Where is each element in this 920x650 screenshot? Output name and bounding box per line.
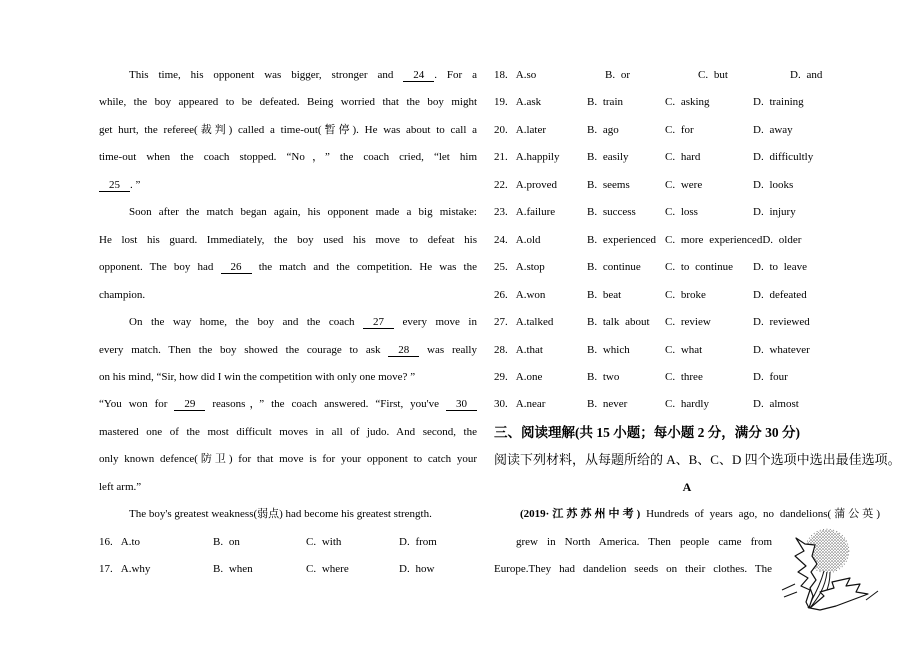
option-d: D. training [753, 96, 804, 109]
question-number: 18. [494, 69, 508, 81]
question-row-24 [494, 227, 880, 254]
option-d: D. away [753, 123, 793, 136]
bold-source-tag: (2019·江苏苏州中考) [520, 508, 641, 521]
question-row-18 [494, 62, 880, 89]
question-row-26 [494, 282, 880, 309]
cloze-blank: 29 [174, 398, 205, 411]
option-a: A.ask [515, 96, 542, 109]
option-c: C. loss [665, 206, 698, 219]
option-cell [494, 364, 587, 391]
option-c: C. what [665, 343, 703, 356]
option-cell [494, 89, 587, 116]
option-c: C. to continue [665, 261, 734, 274]
option-a: A.one [515, 370, 543, 383]
option-b: B. never [587, 398, 628, 411]
question-row-16 [99, 529, 477, 556]
option-cell [494, 117, 587, 144]
passage-line: only known defence(防卫) for that move is for your opponent to catch your [99, 453, 477, 466]
cloze-blank: 27 [363, 316, 394, 329]
option-c: C. review [665, 316, 711, 329]
question-number: 26. [494, 288, 508, 301]
option-d: D. four [753, 370, 788, 383]
option-d: D. defeated [753, 288, 807, 301]
option-b: B. seems [587, 178, 630, 191]
option-d: D. from [399, 535, 437, 548]
question-number: 23. [494, 206, 508, 219]
option-cell [494, 199, 587, 226]
option-d: D. and [790, 69, 823, 81]
right-column [494, 62, 901, 584]
cloze-blank: 25 [99, 179, 130, 192]
option-cell [494, 172, 587, 199]
option-d: D. looks [753, 178, 794, 191]
question-number: 20. [494, 123, 508, 136]
question-row-25 [494, 254, 880, 281]
passage-line: while, the boy appeared to be defeated. Being worried that the boy might [99, 96, 477, 109]
option-cell [494, 391, 587, 418]
option-b: B. easily [587, 151, 629, 164]
passage-line: On the way home, the boy and the coach 27 every move in [129, 316, 477, 329]
option-a: A.old [515, 233, 541, 246]
passage-line: time-out when the coach stopped. “No，” the coach cried, “let him [99, 151, 477, 164]
question-row-21 [494, 144, 880, 171]
option-a: A.why [120, 563, 151, 576]
question-row-19 [494, 89, 880, 116]
option-b: B. beat [587, 288, 622, 301]
option-a: A.failure [515, 206, 556, 219]
option-a: A.so [515, 69, 537, 81]
passage-line: mastered one of the most difficult moves in all of judo. And second, the [99, 425, 477, 438]
question-number: 17. [99, 563, 113, 576]
passage-line: champion. [99, 288, 146, 301]
option-cell [494, 337, 587, 364]
question-row-17 [99, 556, 477, 583]
option-d: D. older [762, 233, 802, 246]
option-c: C. where [306, 563, 349, 576]
option-c: C. were [665, 178, 703, 191]
option-d: D. to leave [753, 261, 807, 274]
option-c: C. broke [665, 288, 706, 301]
passage-line: “You won for 29 reasons，” the coach answered. “First, you've 30 [99, 391, 477, 418]
question-row-22 [494, 172, 880, 199]
option-d: D. injury [753, 206, 796, 219]
option-b: B. talk about [587, 316, 650, 329]
option-c: C. but [698, 69, 728, 81]
passage-a-label: A [682, 479, 692, 494]
cloze-blank: 24 [403, 69, 434, 82]
option-a: A.happily [515, 151, 560, 164]
cloze-blank: 30 [446, 398, 477, 411]
option-cell [494, 227, 587, 254]
option-cell [494, 144, 587, 171]
option-a: A.to [120, 535, 140, 548]
option-cell [494, 282, 587, 309]
question-number: 19. [494, 96, 508, 109]
option-cell [99, 529, 213, 556]
question-number: 16. [99, 535, 113, 548]
passage-line: every match. Then the boy showed the courage to ask 28 was really [99, 343, 477, 356]
passage-line: on his mind, “Sir, how did I win the competition with only one move? ” [99, 370, 416, 383]
question-number: 27. [494, 316, 508, 329]
option-a: A.won [515, 288, 546, 301]
option-cell [494, 254, 587, 281]
option-c: C. more experienced [665, 233, 763, 246]
passage-line: The boy's greatest weakness(弱点) had become his greatest strength. [129, 508, 432, 521]
option-a: A.stop [515, 261, 545, 274]
dandelion-illustration [780, 518, 880, 616]
question-number: 25. [494, 261, 508, 274]
passage-line: This time, his opponent was bigger, stronger and 24 . For a [129, 69, 477, 81]
question-number: 21. [494, 151, 508, 164]
option-b: B. continue [587, 261, 641, 274]
option-b: B. two [587, 370, 620, 383]
option-d: D. reviewed [753, 316, 810, 329]
option-b: B. success [587, 206, 636, 219]
section3-heading: 三、阅读理解(共 15 小题；每小题 2 分，满分 30 分) [494, 424, 800, 440]
option-d: D. how [399, 563, 435, 576]
option-b: B. on [213, 535, 240, 548]
option-cell [494, 309, 587, 336]
option-b: B. train [587, 96, 623, 109]
option-a: A.talked [515, 316, 554, 329]
option-a: A.that [515, 343, 543, 356]
question-row-27 [494, 309, 880, 336]
question-number: 30. [494, 398, 508, 411]
left-column [99, 62, 477, 584]
option-c: C. with [306, 535, 342, 548]
option-b: B. which [587, 343, 630, 356]
option-cell [99, 556, 213, 583]
question-row-20 [494, 117, 880, 144]
question-number: 22. [494, 178, 508, 191]
section3-instruction: 阅读下列材料，从每题所给的 A、B、C、D 四个选项中选出最佳选项。 [494, 452, 901, 468]
option-b: B. ago [587, 123, 619, 136]
passage-line: Europe.They had dandelion seeds on their clothes. The [494, 563, 772, 576]
passage-line: Soon after the match began again, his opponent made a big mistake: [129, 206, 477, 219]
option-b: B. or [605, 69, 630, 81]
option-c: C. hardly [665, 398, 709, 411]
question-row-30 [494, 391, 880, 418]
passage-line: 25 . ” [99, 172, 477, 199]
passage-line: get hurt, the referee(裁判) called a time-out(暂停). He was about to call a [99, 123, 477, 136]
option-c: C. hard [665, 151, 701, 164]
question-number: 28. [494, 343, 508, 356]
question-row-29 [494, 364, 880, 391]
option-d: D. whatever [753, 343, 810, 356]
cloze-blank: 28 [388, 344, 419, 357]
option-a: A.near [515, 398, 546, 411]
option-a: A.proved [515, 178, 557, 191]
passage-line: (2019·江苏苏州中考) Hundreds of years ago, no dandelions(蒲公英) [520, 508, 880, 521]
question-row-23 [494, 199, 880, 226]
option-c: C. asking [665, 96, 710, 109]
passage-line: grew in North America. Then people came from [516, 535, 772, 548]
question-number: 29. [494, 370, 508, 383]
passage-line: left arm.” [99, 480, 142, 493]
option-c: C. three [665, 370, 703, 383]
dandelion-icon [780, 518, 880, 616]
question-row-28 [494, 337, 880, 364]
option-d: D. almost [753, 398, 799, 411]
option-c: C. for [665, 123, 694, 136]
option-cell [494, 62, 605, 89]
passage-line: opponent. The boy had 26 the match and the competition. He was the [99, 261, 477, 274]
option-b: B. when [213, 563, 253, 576]
question-number: 24. [494, 233, 508, 246]
passage-line: He lost his guard. Immediately, the boy used his move to defeat his [99, 233, 477, 246]
option-d: D. difficultly [753, 151, 814, 164]
option-b: B. experienced [587, 233, 656, 246]
option-a: A.later [515, 123, 546, 136]
cloze-blank: 26 [221, 261, 252, 274]
